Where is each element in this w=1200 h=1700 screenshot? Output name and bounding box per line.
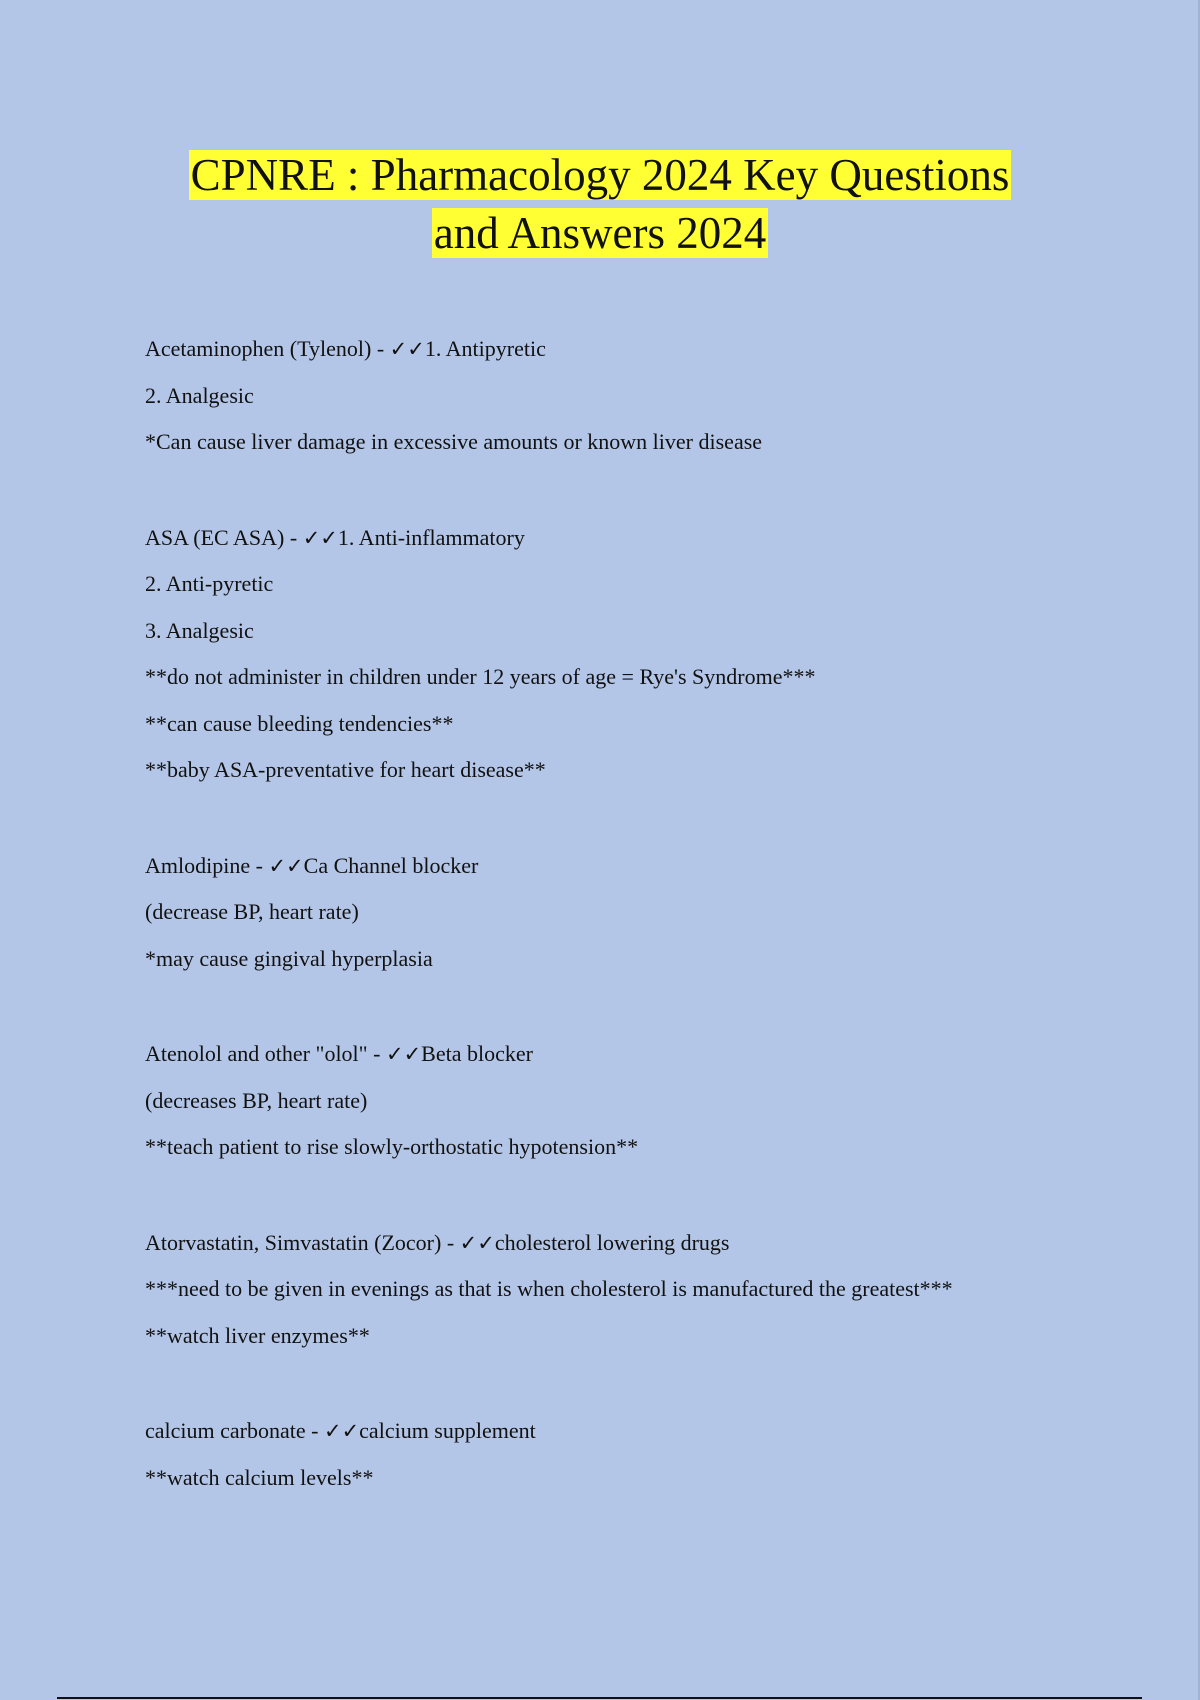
- entry-heading: [145, 843, 1155, 890]
- entry-line: 3. Analgesic: [145, 617, 254, 643]
- entry-answer: Beta blocker: [421, 1041, 533, 1066]
- entry-line: **teach patient to rise slowly-orthostatic hypotension**: [145, 1134, 639, 1159]
- entry-line: *may cause gingival hyperplasia: [145, 945, 433, 971]
- entry-heading: [145, 515, 1155, 562]
- entry-line: **baby ASA-preventative for heart disease**: [145, 757, 546, 782]
- double-check-icon: ✓✓: [323, 1419, 360, 1443]
- entry-term: calcium carbonate -: [145, 1418, 324, 1443]
- entry-heading: [145, 326, 1155, 373]
- entry-line: **do not administer in children under 12 years of age = Rye's Syndrome***: [145, 664, 816, 689]
- footer-divider: [57, 1697, 1142, 1699]
- flashcard-list: [145, 326, 1155, 1550]
- entry-line: *Can cause liver damage in excessive amounts or known liver disease: [145, 429, 763, 454]
- entry-amlodipine: [145, 843, 1155, 983]
- entry-line: **can cause bleeding tendencies**: [145, 710, 454, 736]
- title-line-1: CPNRE : Pharmacology 2024 Key Questions: [190, 150, 1010, 200]
- entry-term: Atenolol and other "olol" -: [145, 1041, 386, 1066]
- entry-term: ASA (EC ASA) -: [145, 524, 303, 550]
- double-check-icon: ✓✓: [459, 1230, 495, 1255]
- entry-line: **watch calcium levels**: [145, 1464, 374, 1490]
- entry-line: 2. Analgesic: [145, 382, 254, 408]
- entry-heading: [145, 1408, 1155, 1455]
- entry-acetaminophen: [145, 326, 1155, 466]
- entry-line: ***need to be given in evenings as that is when cholesterol is manufactured the greatest***: [145, 1276, 953, 1301]
- entry-answer: 1. Anti-inflammatory: [337, 524, 525, 550]
- entry-term: Atorvastatin, Simvastatin (Zocor) -: [145, 1229, 460, 1255]
- document-title: [100, 146, 1100, 262]
- entry-line: (decrease BP, heart rate): [145, 899, 359, 924]
- entry-answer: 1. Antipyretic: [424, 336, 546, 361]
- entry-calcium-carbonate: [145, 1408, 1155, 1501]
- double-check-icon: ✓✓: [268, 853, 304, 878]
- entry-heading: [145, 1031, 1155, 1078]
- entry-line: (decreases BP, heart rate): [145, 1087, 368, 1113]
- entry-asa: [145, 515, 1155, 794]
- title-line-2: and Answers 2024: [433, 208, 767, 258]
- double-check-icon: ✓✓: [385, 1042, 422, 1066]
- entry-line: **watch liver enzymes**: [145, 1322, 370, 1348]
- entry-term: Amlodipine -: [145, 852, 269, 878]
- entry-heading: [145, 1220, 1155, 1267]
- entry-atenolol: [145, 1031, 1155, 1171]
- entry-answer: calcium supplement: [359, 1418, 536, 1443]
- entry-statins: [145, 1220, 1155, 1360]
- entry-answer: cholesterol lowering drugs: [494, 1229, 730, 1255]
- entry-answer: Ca Channel blocker: [303, 852, 479, 878]
- double-check-icon: ✓✓: [389, 337, 425, 361]
- entry-line: 2. Anti-pyretic: [145, 571, 274, 596]
- double-check-icon: ✓✓: [302, 525, 338, 550]
- entry-term: Acetaminophen (Tylenol) -: [145, 336, 390, 361]
